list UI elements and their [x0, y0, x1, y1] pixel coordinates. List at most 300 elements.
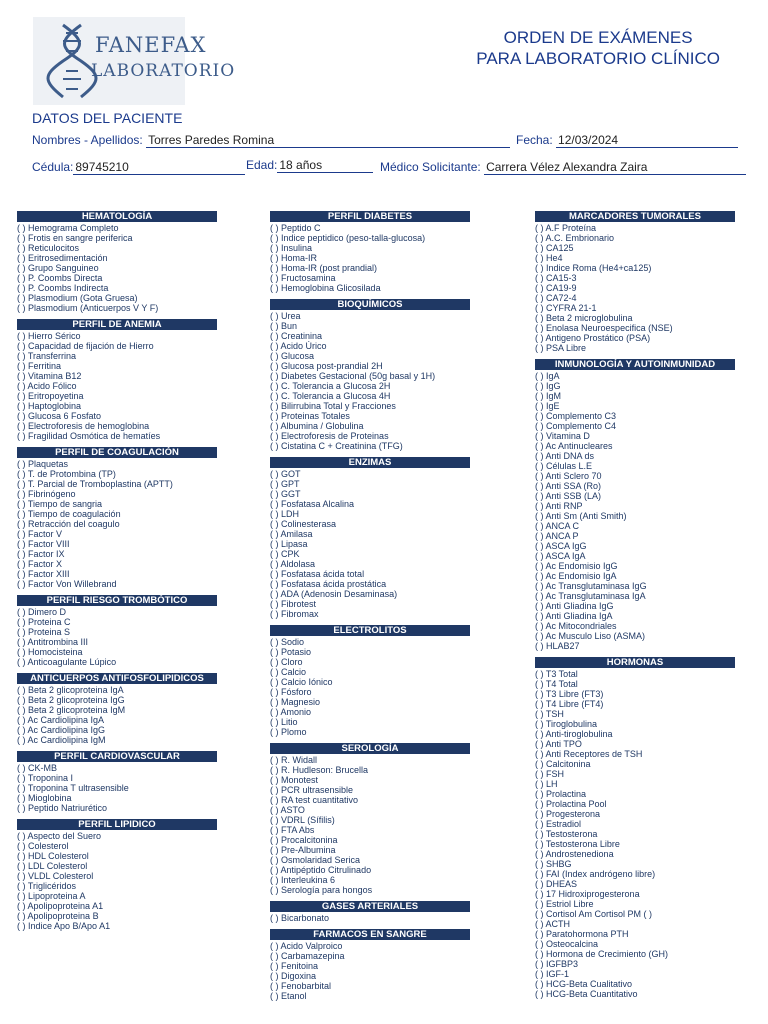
exam-checkbox-item[interactable] — [270, 687, 470, 697]
exam-checkbox-item[interactable] — [17, 499, 217, 509]
exam-checkbox-item[interactable] — [17, 233, 217, 243]
checkbox-mark[interactable]: ( ) — [270, 697, 279, 707]
exam-checkbox-item[interactable] — [17, 421, 217, 431]
exam-checkbox-item[interactable] — [270, 825, 470, 835]
checkbox-mark[interactable]: ( ) — [270, 865, 279, 875]
checkbox-mark[interactable]: ( ) — [535, 411, 544, 421]
checkbox-mark[interactable]: ( ) — [17, 243, 26, 253]
checkbox-mark[interactable]: ( ) — [270, 785, 279, 795]
exam-checkbox-item[interactable] — [535, 829, 735, 839]
exam-checkbox-item[interactable] — [270, 815, 470, 825]
checkbox-mark[interactable]: ( ) — [270, 805, 279, 815]
exam-checkbox-item[interactable] — [270, 233, 470, 243]
exam-checkbox-item[interactable] — [270, 401, 470, 411]
exam-checkbox-item[interactable] — [270, 519, 470, 529]
checkbox-mark[interactable]: ( ) — [270, 569, 279, 579]
exam-checkbox-item[interactable] — [17, 549, 217, 559]
exam-checkbox-item[interactable] — [270, 805, 470, 815]
checkbox-mark[interactable]: ( ) — [17, 851, 26, 861]
checkbox-mark[interactable]: ( ) — [535, 759, 544, 769]
checkbox-mark[interactable]: ( ) — [17, 351, 26, 361]
checkbox-mark[interactable]: ( ) — [270, 441, 279, 451]
checkbox-mark[interactable]: ( ) — [270, 951, 279, 961]
exam-checkbox-item[interactable] — [535, 233, 735, 243]
checkbox-mark[interactable]: ( ) — [535, 849, 544, 859]
exam-checkbox-item[interactable] — [535, 323, 735, 333]
exam-checkbox-item[interactable] — [535, 551, 735, 561]
checkbox-mark[interactable]: ( ) — [17, 529, 26, 539]
exam-checkbox-item[interactable] — [270, 845, 470, 855]
checkbox-mark[interactable]: ( ) — [17, 861, 26, 871]
exam-checkbox-item[interactable] — [535, 253, 735, 263]
exam-checkbox-item[interactable] — [270, 885, 470, 895]
checkbox-mark[interactable]: ( ) — [535, 739, 544, 749]
exam-checkbox-item[interactable] — [270, 499, 470, 509]
exam-checkbox-item[interactable] — [270, 609, 470, 619]
checkbox-mark[interactable]: ( ) — [535, 253, 544, 263]
checkbox-mark[interactable]: ( ) — [270, 717, 279, 727]
exam-checkbox-item[interactable] — [17, 331, 217, 341]
checkbox-mark[interactable]: ( ) — [270, 981, 279, 991]
checkbox-mark[interactable]: ( ) — [17, 637, 26, 647]
exam-checkbox-item[interactable] — [270, 855, 470, 865]
checkbox-mark[interactable]: ( ) — [17, 539, 26, 549]
exam-checkbox-item[interactable] — [535, 749, 735, 759]
exam-checkbox-item[interactable] — [270, 441, 470, 451]
exam-checkbox-item[interactable] — [535, 709, 735, 719]
exam-checkbox-item[interactable] — [535, 789, 735, 799]
exam-checkbox-item[interactable] — [270, 331, 470, 341]
exam-checkbox-item[interactable] — [535, 819, 735, 829]
checkbox-mark[interactable]: ( ) — [270, 361, 279, 371]
checkbox-mark[interactable]: ( ) — [17, 763, 26, 773]
exam-checkbox-item[interactable] — [535, 421, 735, 431]
exam-checkbox-item[interactable] — [17, 283, 217, 293]
checkbox-mark[interactable]: ( ) — [535, 919, 544, 929]
checkbox-mark[interactable]: ( ) — [535, 909, 544, 919]
exam-checkbox-item[interactable] — [270, 361, 470, 371]
checkbox-mark[interactable]: ( ) — [17, 647, 26, 657]
exam-checkbox-item[interactable] — [270, 509, 470, 519]
exam-checkbox-item[interactable] — [535, 949, 735, 959]
checkbox-mark[interactable]: ( ) — [535, 333, 544, 343]
exam-checkbox-item[interactable] — [17, 773, 217, 783]
checkbox-mark[interactable]: ( ) — [17, 223, 26, 233]
exam-checkbox-item[interactable] — [270, 579, 470, 589]
exam-checkbox-item[interactable] — [270, 913, 470, 923]
checkbox-mark[interactable]: ( ) — [270, 599, 279, 609]
exam-checkbox-item[interactable] — [17, 411, 217, 421]
checkbox-mark[interactable]: ( ) — [535, 451, 544, 461]
checkbox-mark[interactable]: ( ) — [535, 879, 544, 889]
exam-checkbox-item[interactable] — [17, 911, 217, 921]
checkbox-mark[interactable]: ( ) — [17, 253, 26, 263]
checkbox-mark[interactable]: ( ) — [535, 989, 544, 999]
exam-checkbox-item[interactable] — [17, 303, 217, 313]
exam-checkbox-item[interactable] — [535, 273, 735, 283]
checkbox-mark[interactable]: ( ) — [17, 233, 26, 243]
checkbox-mark[interactable]: ( ) — [270, 469, 279, 479]
exam-checkbox-item[interactable] — [535, 343, 735, 353]
checkbox-mark[interactable]: ( ) — [17, 569, 26, 579]
exam-checkbox-item[interactable] — [17, 479, 217, 489]
checkbox-mark[interactable]: ( ) — [17, 519, 26, 529]
exam-checkbox-item[interactable] — [17, 871, 217, 881]
checkbox-mark[interactable]: ( ) — [535, 631, 544, 641]
exam-checkbox-item[interactable] — [17, 861, 217, 871]
checkbox-mark[interactable]: ( ) — [535, 323, 544, 333]
exam-checkbox-item[interactable] — [270, 223, 470, 233]
checkbox-mark[interactable]: ( ) — [17, 469, 26, 479]
exam-checkbox-item[interactable] — [17, 489, 217, 499]
checkbox-mark[interactable]: ( ) — [270, 401, 279, 411]
checkbox-mark[interactable]: ( ) — [270, 991, 279, 1001]
checkbox-mark[interactable]: ( ) — [270, 311, 279, 321]
checkbox-mark[interactable]: ( ) — [535, 233, 544, 243]
checkbox-mark[interactable]: ( ) — [535, 313, 544, 323]
checkbox-mark[interactable]: ( ) — [270, 283, 279, 293]
checkbox-mark[interactable]: ( ) — [270, 961, 279, 971]
checkbox-mark[interactable]: ( ) — [17, 381, 26, 391]
checkbox-mark[interactable]: ( ) — [535, 889, 544, 899]
exam-checkbox-item[interactable] — [17, 243, 217, 253]
exam-checkbox-item[interactable] — [535, 979, 735, 989]
exam-checkbox-item[interactable] — [535, 541, 735, 551]
exam-checkbox-item[interactable] — [270, 941, 470, 951]
exam-checkbox-item[interactable] — [17, 891, 217, 901]
checkbox-mark[interactable]: ( ) — [535, 899, 544, 909]
checkbox-mark[interactable]: ( ) — [535, 461, 544, 471]
exam-checkbox-item[interactable] — [270, 637, 470, 647]
exam-checkbox-item[interactable] — [17, 293, 217, 303]
exam-checkbox-item[interactable] — [17, 459, 217, 469]
exam-checkbox-item[interactable] — [270, 717, 470, 727]
exam-checkbox-item[interactable] — [270, 273, 470, 283]
checkbox-mark[interactable]: ( ) — [535, 471, 544, 481]
exam-checkbox-item[interactable] — [270, 529, 470, 539]
exam-checkbox-item[interactable] — [17, 509, 217, 519]
checkbox-mark[interactable]: ( ) — [535, 303, 544, 313]
checkbox-mark[interactable]: ( ) — [17, 499, 26, 509]
checkbox-mark[interactable]: ( ) — [270, 579, 279, 589]
checkbox-mark[interactable]: ( ) — [17, 715, 26, 725]
checkbox-mark[interactable]: ( ) — [17, 283, 26, 293]
exam-checkbox-item[interactable] — [270, 875, 470, 885]
exam-checkbox-item[interactable] — [535, 779, 735, 789]
exam-checkbox-item[interactable] — [17, 253, 217, 263]
exam-checkbox-item[interactable] — [535, 839, 735, 849]
id-field[interactable]: 89745210 — [73, 160, 245, 175]
checkbox-mark[interactable]: ( ) — [535, 869, 544, 879]
exam-checkbox-item[interactable] — [270, 263, 470, 273]
checkbox-mark[interactable]: ( ) — [535, 819, 544, 829]
checkbox-mark[interactable]: ( ) — [270, 381, 279, 391]
checkbox-mark[interactable]: ( ) — [17, 549, 26, 559]
exam-checkbox-item[interactable] — [535, 739, 735, 749]
exam-checkbox-item[interactable] — [535, 381, 735, 391]
checkbox-mark[interactable]: ( ) — [535, 371, 544, 381]
exam-checkbox-item[interactable] — [535, 391, 735, 401]
checkbox-mark[interactable]: ( ) — [535, 969, 544, 979]
checkbox-mark[interactable]: ( ) — [535, 939, 544, 949]
exam-checkbox-item[interactable] — [535, 889, 735, 899]
checkbox-mark[interactable]: ( ) — [17, 431, 26, 441]
checkbox-mark[interactable]: ( ) — [270, 331, 279, 341]
checkbox-mark[interactable]: ( ) — [17, 871, 26, 881]
checkbox-mark[interactable]: ( ) — [270, 371, 279, 381]
checkbox-mark[interactable]: ( ) — [270, 253, 279, 263]
exam-checkbox-item[interactable] — [17, 831, 217, 841]
exam-checkbox-item[interactable] — [535, 471, 735, 481]
exam-checkbox-item[interactable] — [17, 921, 217, 931]
checkbox-mark[interactable]: ( ) — [535, 511, 544, 521]
checkbox-mark[interactable]: ( ) — [535, 441, 544, 451]
exam-checkbox-item[interactable] — [17, 705, 217, 715]
checkbox-mark[interactable]: ( ) — [270, 755, 279, 765]
exam-checkbox-item[interactable] — [535, 223, 735, 233]
exam-checkbox-item[interactable] — [17, 371, 217, 381]
name-field[interactable]: Torres Paredes Romina — [146, 133, 510, 148]
checkbox-mark[interactable]: ( ) — [535, 729, 544, 739]
exam-checkbox-item[interactable] — [17, 579, 217, 589]
checkbox-mark[interactable]: ( ) — [270, 637, 279, 647]
exam-checkbox-item[interactable] — [535, 451, 735, 461]
exam-checkbox-item[interactable] — [17, 519, 217, 529]
checkbox-mark[interactable]: ( ) — [17, 341, 26, 351]
exam-checkbox-item[interactable] — [17, 803, 217, 813]
exam-checkbox-item[interactable] — [17, 401, 217, 411]
checkbox-mark[interactable]: ( ) — [270, 549, 279, 559]
checkbox-mark[interactable]: ( ) — [270, 391, 279, 401]
checkbox-mark[interactable]: ( ) — [17, 793, 26, 803]
exam-checkbox-item[interactable] — [270, 479, 470, 489]
exam-checkbox-item[interactable] — [535, 631, 735, 641]
checkbox-mark[interactable]: ( ) — [17, 303, 26, 313]
exam-checkbox-item[interactable] — [17, 469, 217, 479]
checkbox-mark[interactable]: ( ) — [535, 709, 544, 719]
date-field[interactable]: 12/03/2024 — [556, 133, 738, 148]
exam-checkbox-item[interactable] — [535, 759, 735, 769]
checkbox-mark[interactable]: ( ) — [535, 591, 544, 601]
exam-checkbox-item[interactable] — [17, 627, 217, 637]
exam-checkbox-item[interactable] — [17, 431, 217, 441]
checkbox-mark[interactable]: ( ) — [17, 559, 26, 569]
checkbox-mark[interactable]: ( ) — [270, 795, 279, 805]
checkbox-mark[interactable]: ( ) — [270, 421, 279, 431]
checkbox-mark[interactable]: ( ) — [17, 841, 26, 851]
checkbox-mark[interactable]: ( ) — [270, 431, 279, 441]
exam-checkbox-item[interactable] — [270, 795, 470, 805]
checkbox-mark[interactable]: ( ) — [17, 371, 26, 381]
exam-checkbox-item[interactable] — [535, 461, 735, 471]
checkbox-mark[interactable]: ( ) — [17, 411, 26, 421]
exam-checkbox-item[interactable] — [270, 371, 470, 381]
exam-checkbox-item[interactable] — [17, 607, 217, 617]
checkbox-mark[interactable]: ( ) — [17, 921, 26, 931]
exam-checkbox-item[interactable] — [535, 919, 735, 929]
exam-checkbox-item[interactable] — [270, 311, 470, 321]
exam-checkbox-item[interactable] — [535, 531, 735, 541]
exam-checkbox-item[interactable] — [535, 441, 735, 451]
checkbox-mark[interactable]: ( ) — [535, 769, 544, 779]
exam-checkbox-item[interactable] — [535, 799, 735, 809]
exam-checkbox-item[interactable] — [270, 951, 470, 961]
exam-checkbox-item[interactable] — [270, 341, 470, 351]
exam-checkbox-item[interactable] — [270, 391, 470, 401]
checkbox-mark[interactable]: ( ) — [270, 855, 279, 865]
checkbox-mark[interactable]: ( ) — [535, 401, 544, 411]
checkbox-mark[interactable]: ( ) — [535, 501, 544, 511]
checkbox-mark[interactable]: ( ) — [535, 481, 544, 491]
exam-checkbox-item[interactable] — [270, 707, 470, 717]
checkbox-mark[interactable]: ( ) — [270, 677, 279, 687]
checkbox-mark[interactable]: ( ) — [535, 521, 544, 531]
exam-checkbox-item[interactable] — [535, 303, 735, 313]
checkbox-mark[interactable]: ( ) — [535, 779, 544, 789]
doctor-field[interactable]: Carrera Vélez Alexandra Zaira — [484, 160, 746, 175]
checkbox-mark[interactable]: ( ) — [535, 431, 544, 441]
checkbox-mark[interactable]: ( ) — [535, 561, 544, 571]
checkbox-mark[interactable]: ( ) — [270, 489, 279, 499]
checkbox-mark[interactable]: ( ) — [270, 667, 279, 677]
checkbox-mark[interactable]: ( ) — [535, 571, 544, 581]
exam-checkbox-item[interactable] — [535, 481, 735, 491]
exam-checkbox-item[interactable] — [17, 569, 217, 579]
checkbox-mark[interactable]: ( ) — [270, 727, 279, 737]
exam-checkbox-item[interactable] — [535, 679, 735, 689]
checkbox-mark[interactable]: ( ) — [270, 657, 279, 667]
checkbox-mark[interactable]: ( ) — [270, 775, 279, 785]
exam-checkbox-item[interactable] — [270, 677, 470, 687]
checkbox-mark[interactable]: ( ) — [17, 783, 26, 793]
checkbox-mark[interactable]: ( ) — [270, 223, 279, 233]
exam-checkbox-item[interactable] — [535, 591, 735, 601]
checkbox-mark[interactable]: ( ) — [535, 641, 544, 651]
exam-checkbox-item[interactable] — [535, 769, 735, 779]
checkbox-mark[interactable]: ( ) — [535, 601, 544, 611]
checkbox-mark[interactable]: ( ) — [270, 243, 279, 253]
checkbox-mark[interactable]: ( ) — [270, 687, 279, 697]
exam-checkbox-item[interactable] — [535, 959, 735, 969]
exam-checkbox-item[interactable] — [17, 715, 217, 725]
checkbox-mark[interactable]: ( ) — [270, 913, 279, 923]
exam-checkbox-item[interactable] — [17, 783, 217, 793]
checkbox-mark[interactable]: ( ) — [17, 479, 26, 489]
exam-checkbox-item[interactable] — [535, 571, 735, 581]
exam-checkbox-item[interactable] — [270, 381, 470, 391]
checkbox-mark[interactable]: ( ) — [535, 839, 544, 849]
checkbox-mark[interactable]: ( ) — [535, 581, 544, 591]
exam-checkbox-item[interactable] — [17, 695, 217, 705]
exam-checkbox-item[interactable] — [270, 283, 470, 293]
exam-checkbox-item[interactable] — [535, 909, 735, 919]
exam-checkbox-item[interactable] — [270, 489, 470, 499]
checkbox-mark[interactable]: ( ) — [535, 749, 544, 759]
exam-checkbox-item[interactable] — [535, 621, 735, 631]
checkbox-mark[interactable]: ( ) — [270, 519, 279, 529]
exam-checkbox-item[interactable] — [270, 589, 470, 599]
exam-checkbox-item[interactable] — [270, 981, 470, 991]
exam-checkbox-item[interactable] — [270, 559, 470, 569]
exam-checkbox-item[interactable] — [535, 611, 735, 621]
exam-checkbox-item[interactable] — [17, 763, 217, 773]
exam-checkbox-item[interactable] — [535, 729, 735, 739]
checkbox-mark[interactable]: ( ) — [270, 815, 279, 825]
exam-checkbox-item[interactable] — [535, 491, 735, 501]
checkbox-mark[interactable]: ( ) — [17, 685, 26, 695]
exam-checkbox-item[interactable] — [270, 765, 470, 775]
checkbox-mark[interactable]: ( ) — [535, 789, 544, 799]
checkbox-mark[interactable]: ( ) — [535, 391, 544, 401]
checkbox-mark[interactable]: ( ) — [270, 341, 279, 351]
exam-checkbox-item[interactable] — [17, 617, 217, 627]
exam-checkbox-item[interactable] — [270, 411, 470, 421]
exam-checkbox-item[interactable] — [535, 869, 735, 879]
checkbox-mark[interactable]: ( ) — [535, 669, 544, 679]
exam-checkbox-item[interactable] — [270, 549, 470, 559]
exam-checkbox-item[interactable] — [535, 511, 735, 521]
exam-checkbox-item[interactable] — [270, 697, 470, 707]
checkbox-mark[interactable]: ( ) — [270, 885, 279, 895]
exam-checkbox-item[interactable] — [535, 939, 735, 949]
exam-checkbox-item[interactable] — [270, 321, 470, 331]
checkbox-mark[interactable]: ( ) — [535, 223, 544, 233]
exam-checkbox-item[interactable] — [535, 699, 735, 709]
checkbox-mark[interactable]: ( ) — [535, 699, 544, 709]
checkbox-mark[interactable]: ( ) — [270, 509, 279, 519]
checkbox-mark[interactable]: ( ) — [270, 273, 279, 283]
checkbox-mark[interactable]: ( ) — [270, 233, 279, 243]
exam-checkbox-item[interactable] — [270, 971, 470, 981]
checkbox-mark[interactable]: ( ) — [270, 971, 279, 981]
checkbox-mark[interactable]: ( ) — [535, 343, 544, 353]
checkbox-mark[interactable]: ( ) — [535, 719, 544, 729]
checkbox-mark[interactable]: ( ) — [17, 881, 26, 891]
checkbox-mark[interactable]: ( ) — [270, 647, 279, 657]
checkbox-mark[interactable]: ( ) — [270, 825, 279, 835]
checkbox-mark[interactable]: ( ) — [17, 725, 26, 735]
exam-checkbox-item[interactable] — [535, 313, 735, 323]
checkbox-mark[interactable]: ( ) — [17, 361, 26, 371]
checkbox-mark[interactable]: ( ) — [17, 901, 26, 911]
exam-checkbox-item[interactable] — [270, 835, 470, 845]
checkbox-mark[interactable]: ( ) — [535, 283, 544, 293]
exam-checkbox-item[interactable] — [17, 725, 217, 735]
exam-checkbox-item[interactable] — [270, 431, 470, 441]
exam-checkbox-item[interactable] — [17, 263, 217, 273]
checkbox-mark[interactable]: ( ) — [535, 531, 544, 541]
exam-checkbox-item[interactable] — [17, 223, 217, 233]
checkbox-mark[interactable]: ( ) — [17, 695, 26, 705]
checkbox-mark[interactable]: ( ) — [270, 589, 279, 599]
checkbox-mark[interactable]: ( ) — [17, 489, 26, 499]
exam-checkbox-item[interactable] — [270, 569, 470, 579]
exam-checkbox-item[interactable] — [270, 667, 470, 677]
exam-checkbox-item[interactable] — [270, 421, 470, 431]
checkbox-mark[interactable]: ( ) — [17, 579, 26, 589]
exam-checkbox-item[interactable] — [535, 641, 735, 651]
exam-checkbox-item[interactable] — [270, 961, 470, 971]
exam-checkbox-item[interactable] — [17, 685, 217, 695]
exam-checkbox-item[interactable] — [535, 561, 735, 571]
exam-checkbox-item[interactable] — [17, 539, 217, 549]
exam-checkbox-item[interactable] — [535, 501, 735, 511]
checkbox-mark[interactable]: ( ) — [17, 657, 26, 667]
checkbox-mark[interactable]: ( ) — [270, 529, 279, 539]
exam-checkbox-item[interactable] — [17, 381, 217, 391]
checkbox-mark[interactable]: ( ) — [535, 829, 544, 839]
exam-checkbox-item[interactable] — [17, 351, 217, 361]
